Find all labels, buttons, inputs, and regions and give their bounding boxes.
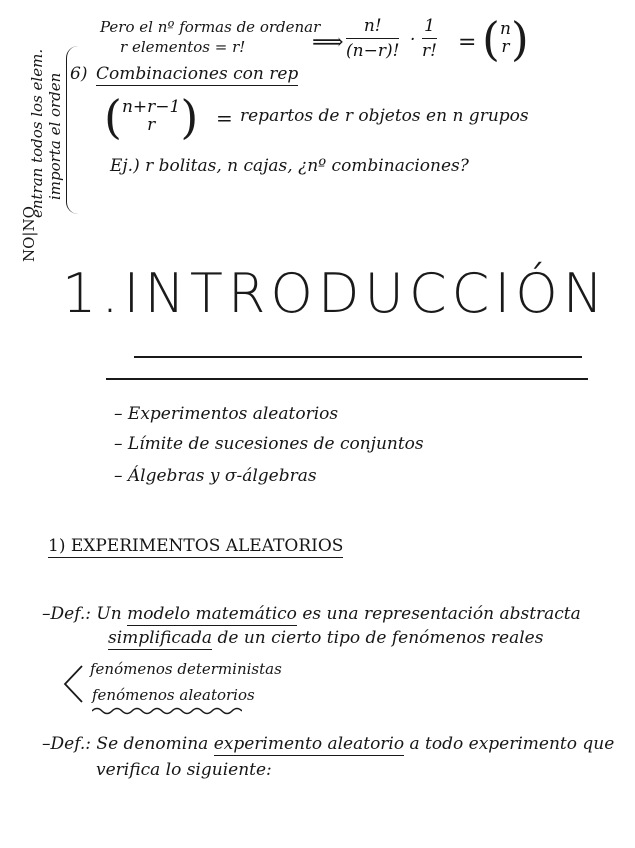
def1-line1 [42, 604, 581, 624]
kind-deterministic: fenómenos deterministas [90, 660, 282, 678]
def1-line2 [108, 628, 543, 648]
title-rule-2 [106, 378, 588, 380]
section1-heading-text: 1) EXPERIMENTOS ALEATORIOS [48, 536, 344, 556]
binomial-top: n+r−1 [121, 97, 181, 118]
def1-line2-term: simplificada [108, 628, 213, 648]
fraction-numerator: 1 [424, 16, 435, 36]
def1-label: –Def.: [42, 604, 92, 624]
fraction-n-factorial [346, 16, 399, 61]
wavy-underline [92, 706, 242, 716]
def2-label: –Def.: [42, 734, 92, 754]
section6-title-text: Combinaciones con rep [96, 64, 299, 84]
toc-item-limits: – Límite de sucesiones de conjuntos [114, 434, 424, 454]
def1-term: modelo matemático [127, 604, 297, 624]
def1-line2-post: de un cierto tipo de fenómenos reales [217, 628, 544, 648]
equals-sign: = [458, 30, 477, 55]
equals-sign: = [216, 106, 233, 130]
section6-label: 6) [70, 64, 88, 84]
def1-text-pre: Un [96, 604, 122, 624]
top-note-line2: r elementos = r! [120, 38, 246, 56]
fraction-one-over-r-factorial [422, 16, 437, 61]
side-note-line1: entran todos los elem. [28, 48, 46, 218]
def2-text-pre: Se denomina [96, 734, 209, 754]
section6-title [96, 64, 298, 84]
toc-item-experiments: – Experimentos aleatorios [114, 404, 339, 424]
fraction-numerator: n! [363, 16, 382, 36]
side-note-line2: importa el orden [46, 72, 64, 200]
toc-item-algebras: – Álgebras y σ-álgebras [114, 466, 317, 486]
title-rule-1 [134, 356, 582, 358]
implies-arrow: ⟹ [312, 30, 344, 55]
fraction-denominator: (n−r)! [346, 41, 400, 61]
fraction-denominator: r! [422, 41, 437, 61]
side-note-codes: NO|NO [20, 206, 38, 262]
section1-heading [48, 536, 343, 556]
angle-bracket-icon [62, 664, 84, 704]
binomial-top: n [499, 19, 511, 40]
section6-meaning: repartos de r objetos en n grupos [240, 106, 529, 126]
top-note-line1: Pero el nº formas de ordenar [100, 18, 321, 36]
dot-operator: · [410, 30, 416, 50]
def2-line2: verifica lo siguiente: [96, 760, 272, 780]
def2-text-post: a todo experimento que [409, 734, 615, 754]
def1-text-post: es una representación abstracta [302, 604, 581, 624]
def2-line1 [42, 734, 614, 754]
binomial-n-r: ( n r ) [482, 12, 529, 66]
section6-example: Ej.) r bolitas, n cajas, ¿nº combinaciones? [110, 156, 469, 176]
def2-term: experimento aleatorio [213, 734, 405, 754]
binomial-bottom: r [501, 37, 510, 57]
binomial-bottom: r [147, 115, 156, 135]
page-title: 1.INTRODUCCIÓN [62, 262, 609, 325]
binomial-n-plus-r-minus-1: ( n+r−1 r ) [104, 90, 199, 144]
kind-random: fenómenos aleatorios [92, 686, 255, 704]
